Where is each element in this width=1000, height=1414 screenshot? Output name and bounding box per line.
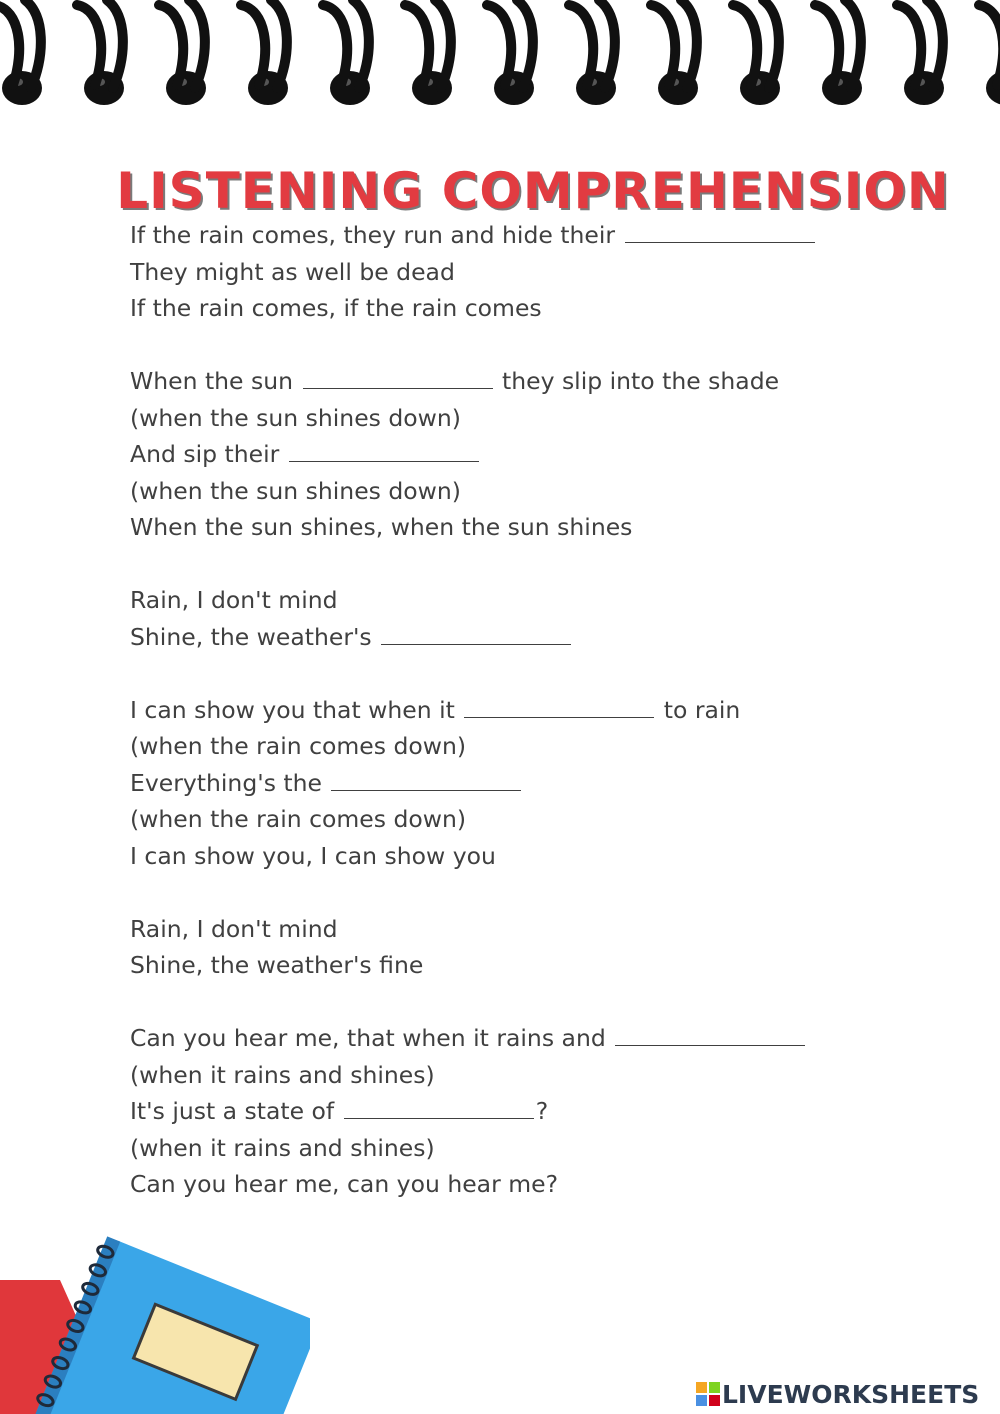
liveworksheets-logo[interactable] xyxy=(696,1376,979,1412)
lyric-text: I can show you, I can show you xyxy=(130,841,496,870)
lyric-line xyxy=(130,1093,950,1130)
lyric-text: they slip into the shade xyxy=(502,367,780,395)
answer-blank[interactable] xyxy=(615,1023,805,1046)
spiral-ring xyxy=(897,0,944,105)
lyric-line xyxy=(130,217,950,254)
lyric-line xyxy=(130,509,950,546)
lyric-text: (when the rain comes down) xyxy=(130,805,467,833)
spiral-ring xyxy=(569,0,616,105)
stanza xyxy=(130,1020,950,1203)
lyric-text: Rain, I don't mind xyxy=(130,914,338,943)
lyric-text: to rain xyxy=(663,695,741,724)
lyric-text: (when the sun shines down) xyxy=(130,476,461,505)
lyric-line xyxy=(130,801,950,838)
lyric-text: Everything's the xyxy=(130,768,322,797)
lyric-line xyxy=(130,400,950,437)
spiral-ring xyxy=(241,0,288,105)
lyric-text: If the rain comes, they run and hide their xyxy=(130,221,616,249)
lyric-text: Can you hear me, that when it rains and xyxy=(130,1024,606,1052)
lyric-text: (when the sun shines down) xyxy=(130,403,461,432)
spiral-ring xyxy=(651,0,698,105)
lyric-text: (when it rains and shines) xyxy=(130,1060,435,1089)
answer-blank[interactable] xyxy=(625,220,815,243)
page-title: LISTENING COMPREHENSION xyxy=(116,161,950,220)
lyric-line xyxy=(130,290,950,327)
lyric-line xyxy=(130,363,950,400)
stanza xyxy=(130,911,950,984)
lyric-line xyxy=(130,582,950,619)
lyric-line xyxy=(130,1130,950,1167)
brand-name: LIVEWORKSHEETS xyxy=(722,1379,980,1409)
lyric-line xyxy=(130,619,950,656)
liveworksheets-logo-icon xyxy=(696,1382,720,1406)
lyric-text: Rain, I don't mind xyxy=(130,586,338,614)
lyric-text: (when it rains and shines) xyxy=(130,1133,435,1162)
lyric-text: Shine, the weather's fine xyxy=(130,951,424,979)
lyric-text: They might as well be dead xyxy=(130,257,455,286)
lyric-text: ? xyxy=(535,1097,549,1125)
spiral-ring xyxy=(159,0,206,105)
lyric-text: And sip their xyxy=(130,440,280,468)
answer-blank[interactable] xyxy=(289,439,479,462)
lyric-text: (when the rain comes down) xyxy=(130,732,467,760)
stanza xyxy=(130,692,950,875)
spiral-ring xyxy=(815,0,862,105)
lyric-text: If the rain comes, if the rain comes xyxy=(130,294,542,322)
spiral-binding-decoration xyxy=(0,0,1000,115)
lyric-line xyxy=(130,436,950,473)
lyric-line xyxy=(130,1057,950,1094)
spiral-ring xyxy=(0,0,42,105)
spiral-ring xyxy=(323,0,370,105)
answer-blank[interactable] xyxy=(464,695,654,718)
lyric-text: When the sun xyxy=(130,367,294,395)
spiral-ring xyxy=(405,0,452,105)
answer-blank[interactable] xyxy=(331,768,521,791)
lyric-line xyxy=(130,692,950,729)
lyric-text: When the sun shines, when the sun shines xyxy=(130,513,633,541)
lyric-line xyxy=(130,911,950,948)
lyric-line xyxy=(130,1020,950,1057)
answer-blank[interactable] xyxy=(303,366,493,389)
lyric-text: I can show you that when it xyxy=(130,695,455,724)
lyric-line xyxy=(130,838,950,875)
lyric-line xyxy=(130,473,950,510)
lyric-text: It's just a state of xyxy=(130,1097,335,1125)
lyric-line xyxy=(130,1166,950,1203)
spiral-ring xyxy=(733,0,780,105)
spiral-ring xyxy=(979,0,1000,105)
stanza xyxy=(130,363,950,546)
lyric-text: Can you hear me, can you hear me? xyxy=(130,1170,559,1198)
lyric-line xyxy=(130,254,950,291)
answer-blank[interactable] xyxy=(344,1096,534,1119)
notebook-illustration xyxy=(0,1228,310,1414)
lyric-line xyxy=(130,765,950,802)
spiral-ring xyxy=(77,0,124,105)
lyric-line xyxy=(130,728,950,765)
stanza xyxy=(130,217,950,327)
lyric-text: Shine, the weather's xyxy=(130,622,372,651)
stanza xyxy=(130,582,950,655)
lyrics-block xyxy=(130,217,950,1239)
spiral-ring xyxy=(487,0,534,105)
lyric-line xyxy=(130,947,950,984)
answer-blank[interactable] xyxy=(381,622,571,645)
